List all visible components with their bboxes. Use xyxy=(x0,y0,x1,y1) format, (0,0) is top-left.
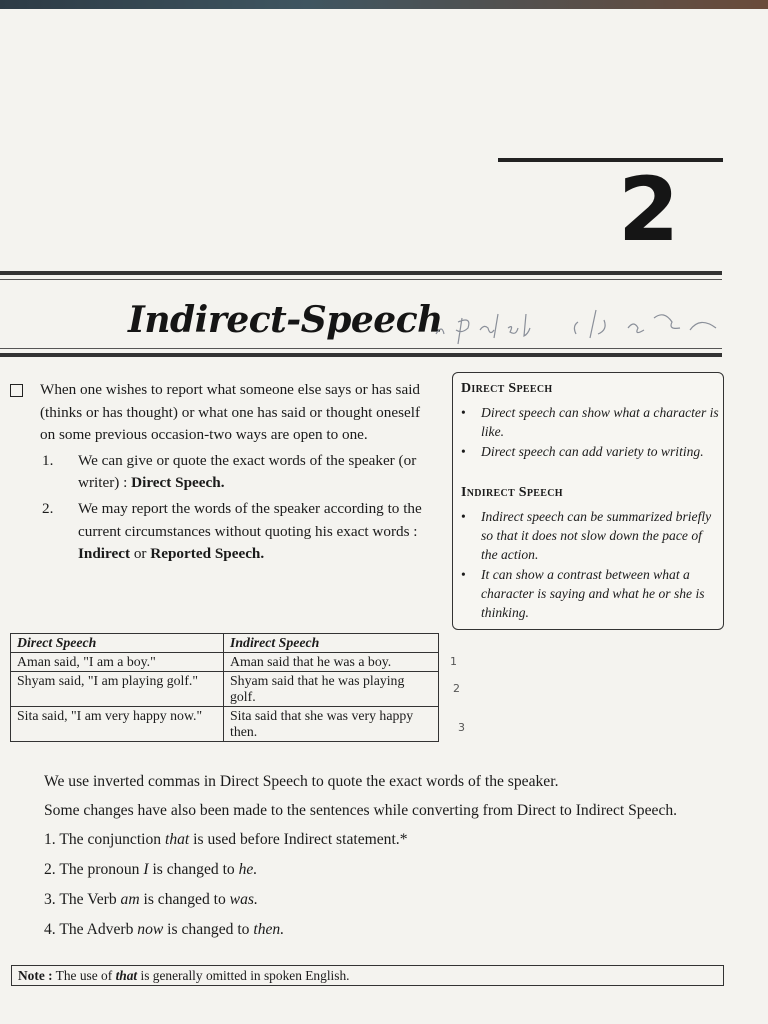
note-text: The use of xyxy=(52,968,116,983)
rule-text: is used before Indirect statement.* xyxy=(189,831,408,848)
rule-text: is changed to xyxy=(148,861,239,878)
item-text: We can give or quote the exact words of the speaker (or writer) : xyxy=(78,451,417,492)
change-rule xyxy=(44,918,724,942)
indirect-point: • Indirect speech can be summarized briefly so that it does not slow down the pace of the action. xyxy=(459,507,721,564)
item-number: 2. xyxy=(42,499,54,517)
explanation-paragraph-2: Some changes have also been made to the sentences while converting from Direct to Indirect Speech. xyxy=(44,802,678,819)
table-row xyxy=(11,653,439,672)
rule-text: is changed to xyxy=(139,891,230,908)
intro-section xyxy=(8,379,438,566)
title-rule-bottom xyxy=(0,353,722,357)
table-cell: Shyam said, "I am playing golf." xyxy=(11,672,224,707)
item-text-connector: or xyxy=(130,545,151,563)
table-cell: Sita said, "I am very happy now." xyxy=(11,707,224,742)
rule-emphasis: now xyxy=(137,921,164,938)
indirect-point: • It can show a contrast between what a character is saying and what he or she is thinking. xyxy=(459,565,721,622)
intro-item-2 xyxy=(8,498,438,566)
rule-number: 2. xyxy=(44,861,56,878)
margin-number: 1 xyxy=(450,655,457,668)
rule-text: The Verb xyxy=(59,891,121,908)
table-header-cell: Direct Speech xyxy=(11,634,224,653)
explanation-paragraph-1: We use inverted commas in Direct Speech to quote the exact words of the speaker. xyxy=(44,773,559,790)
page-top-edge xyxy=(0,0,768,9)
table-header-row xyxy=(11,634,439,653)
intro-paragraph: When one wishes to report what someone else says or has said (thinks or has thought) or what one has said or thought oneself on some previous occasion-two ways are open to one. xyxy=(40,381,421,444)
item-number: 1. xyxy=(42,451,54,469)
table-cell: Aman said that he was a boy. xyxy=(224,653,439,672)
change-rules-list xyxy=(44,828,724,942)
rule-number: 3. xyxy=(44,891,56,908)
margin-number: 2 xyxy=(453,682,460,695)
chapter-title: Indirect-Speech xyxy=(128,299,443,341)
indirect-speech-heading: Indirect Speech xyxy=(461,485,563,500)
rule-text: The conjunction xyxy=(59,831,165,848)
direct-point: • Direct speech can show what a character is like. xyxy=(459,403,721,441)
intro-item-1 xyxy=(8,450,438,495)
chapter-number: 2 xyxy=(618,158,680,261)
direct-speech-points xyxy=(459,403,721,462)
table-row xyxy=(11,672,439,707)
note-text: is generally omitted in spoken English. xyxy=(137,968,350,983)
rule-emphasis: was. xyxy=(229,891,258,908)
rule-text: is changed to xyxy=(163,921,254,938)
direct-speech-heading: Direct Speech xyxy=(461,381,553,396)
rule-number: 4. xyxy=(44,921,56,938)
rule-text: The pronoun xyxy=(59,861,144,878)
rule-emphasis: he. xyxy=(238,861,258,878)
speech-comparison-box xyxy=(452,372,724,630)
note-emphasis: that xyxy=(115,968,138,983)
explanation-section xyxy=(44,770,724,948)
change-rule xyxy=(44,828,724,852)
title-rule-bottom-thin xyxy=(0,348,722,349)
indirect-speech-points xyxy=(459,507,721,623)
rule-text: The Adverb xyxy=(59,921,138,938)
table-cell: Sita said that she was very happy then. xyxy=(224,707,439,742)
item-bold-term-2: Reported Speech. xyxy=(150,545,265,563)
table-header-cell: Indirect Speech xyxy=(224,634,439,653)
title-rule-top-thin xyxy=(0,279,722,280)
checkbox-bullet-icon xyxy=(10,384,23,397)
change-rule xyxy=(44,858,724,882)
handwritten-scribble xyxy=(428,300,728,350)
item-bold-term: Direct Speech. xyxy=(131,474,225,492)
rule-emphasis: I xyxy=(143,861,149,878)
footnote-box xyxy=(11,965,724,986)
table-row xyxy=(11,707,439,742)
note-label: Note : xyxy=(18,968,53,983)
table-cell: Aman said, "I am a boy." xyxy=(11,653,224,672)
chapter-rule xyxy=(498,158,723,162)
item-text: We may report the words of the speaker according to the current circumstances without quoting his exact words : xyxy=(78,499,422,540)
rule-emphasis: am xyxy=(120,891,140,908)
change-rule xyxy=(44,888,724,912)
rule-emphasis: that xyxy=(165,831,190,848)
table-cell: Shyam said that he was playing golf. xyxy=(224,672,439,707)
margin-number: 3 xyxy=(458,721,465,734)
rule-number: 1. xyxy=(44,831,56,848)
title-rule-top xyxy=(0,271,722,275)
item-bold-term: Indirect xyxy=(78,545,131,563)
direct-point: • Direct speech can add variety to writing. xyxy=(459,442,721,461)
speech-examples-table xyxy=(10,633,439,742)
rule-emphasis: then. xyxy=(253,921,285,938)
